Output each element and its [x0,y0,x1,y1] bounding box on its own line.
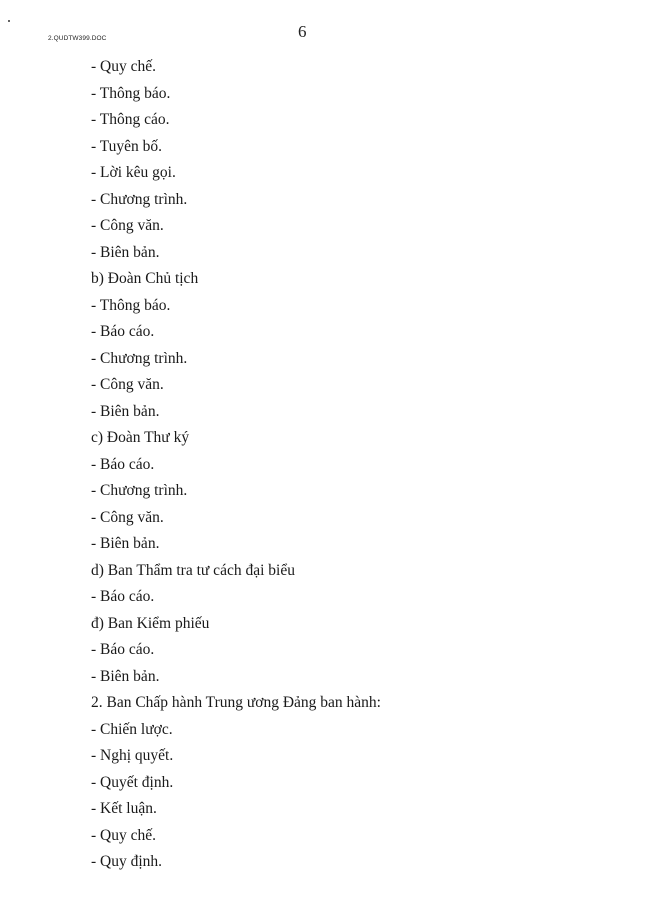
list-item: - Tuyên bố. [91,137,163,155]
list-item: - Lời kêu gọi. [91,164,176,181]
list-item: - Công văn. [91,508,164,526]
list-item: - Báo cáo. [91,641,155,658]
list-item: - Quy chế. [91,58,156,75]
section-heading: c) Đoàn Thư ký [91,429,190,446]
section-heading: b) Đoàn Chủ tịch [91,270,199,287]
list-item: - Quyết định. [91,773,174,791]
document-body [91,54,611,876]
list-item: - Quy chế. [91,826,156,844]
list-item: - Báo cáo. [91,588,155,605]
list-item: - Chương trình. [91,190,188,208]
list-item: - Công văn. [91,376,164,393]
list-item: - Thông báo. [91,84,171,102]
list-item: - Báo cáo. [91,455,155,473]
list-item: - Thông báo. [91,296,171,314]
list-item: - Quy định. [91,853,163,870]
list-item: - Thông cáo. [91,111,170,128]
list-item: - Công văn. [91,217,164,234]
section-heading: d) Ban Thẩm tra tư cách đại biểu [91,561,295,579]
list-item: - Chương trình. [91,349,188,367]
list-item: - Báo cáo. [91,323,155,340]
list-item: - Biên bản. [91,535,160,552]
scan-speck [8,20,10,22]
file-name-label: 2.QUDTW399.DOC [48,35,107,42]
list-item: - Biên bản. [91,243,160,261]
list-item: - Chương trình. [91,482,188,499]
page-number: 6 [298,22,307,41]
section-heading: 2. Ban Chấp hành Trung ương Đảng ban hành: [91,694,381,711]
section-heading: đ) Ban Kiểm phiếu [91,614,210,632]
list-item: - Chiến lược. [91,720,173,738]
list-item: - Biên bản. [91,667,160,685]
list-item: - Biên bản. [91,402,160,420]
list-item: - Kết luận. [91,800,157,817]
list-item: - Nghị quyết. [91,747,174,764]
